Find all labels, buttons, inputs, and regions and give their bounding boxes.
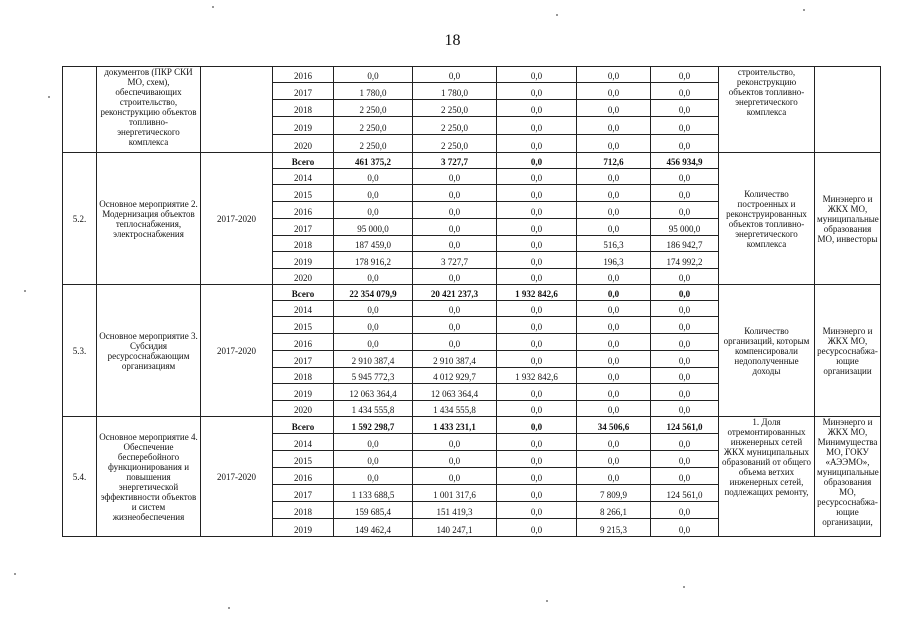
year-cell: 2018 [273,368,334,384]
amount-cell-c3: 0,0 [577,384,651,401]
amount-cell-c4: 0,0 [651,100,719,117]
amount-cell-c1: 0,0 [413,301,497,317]
year-cell: 2019 [273,384,334,401]
amount-cell-c4: 186 942,7 [651,236,719,252]
result-indicator: 1. Доля отремонтированных инженерных сетей ЖКХ муниципальных образований от общего объема ветхих инженерных сетей, подлежащих ремонту, [719,417,815,537]
amount-cell-total: 0,0 [334,334,413,351]
item-period: 2017-2020 [201,417,273,537]
amount-cell-c3: 0,0 [577,100,651,117]
amount-cell-total: 0,0 [334,185,413,202]
year-cell: 2017 [273,485,334,502]
amount-cell-c2: 0,0 [497,67,577,83]
amount-cell-c1: 2 910 387,4 [413,351,497,368]
amount-cell-total: 0,0 [334,434,413,451]
amount-cell-c2: 0,0 [497,153,577,169]
year-cell: 2020 [273,401,334,417]
item-name: Основное мероприятие 4. Обеспечение бесперебойного функционирования и повышения энергетической эффективности объектов и систем жизнеобеспечения [97,417,201,537]
year-cell: 2017 [273,83,334,100]
scan-speck [556,14,558,16]
executor-cell [815,67,881,153]
amount-cell-c3: 0,0 [577,317,651,334]
year-cell: 2016 [273,202,334,219]
amount-cell-c2: 0,0 [497,334,577,351]
amount-cell-c1: 0,0 [413,468,497,485]
amount-cell-c4: 0,0 [651,269,719,285]
amount-cell-c4: 174 992,2 [651,252,719,269]
amount-cell-total: 1 592 298,7 [334,417,413,434]
amount-cell-c4: 0,0 [651,202,719,219]
amount-cell-total: 0,0 [334,169,413,185]
amount-cell-c2: 0,0 [497,169,577,185]
amount-cell-c4: 0,0 [651,135,719,153]
amount-cell-c3: 34 506,6 [577,417,651,434]
year-cell: 2018 [273,236,334,252]
item-name: Основное мероприятие 2. Модернизация объектов теплоснабжения, электроснабжения [97,153,201,285]
amount-cell-total: 0,0 [334,269,413,285]
amount-cell-c1: 1 001 317,6 [413,485,497,502]
executor-cell: Минэнерго и ЖКХ МО, Минимущества МО, ГОКУ «АЭЭМО», муниципальные образования МО, ресурсоснабжа-ющие организации, [815,417,881,537]
result-indicator: Количество построенных и реконструированных объектов топливно-энергетического комплекса [719,153,815,285]
year-cell: Всего [273,417,334,434]
item-number: 5.3. [63,285,97,417]
amount-cell-c1: 151 419,3 [413,502,497,519]
item-period: 2017-2020 [201,153,273,285]
amount-cell-c2: 0,0 [497,451,577,468]
amount-cell-total: 2 250,0 [334,117,413,135]
amount-cell-c4: 0,0 [651,334,719,351]
amount-cell-c1: 0,0 [413,169,497,185]
year-cell: 2014 [273,434,334,451]
amount-cell-c4: 0,0 [651,317,719,334]
item-number [63,67,97,153]
amount-cell-total: 12 063 364,4 [334,384,413,401]
amount-cell-c3: 712,6 [577,153,651,169]
amount-cell-c3: 0,0 [577,219,651,236]
amount-cell-c2: 0,0 [497,100,577,117]
table-row [63,67,881,83]
amount-cell-c1: 0,0 [413,451,497,468]
amount-cell-c3: 0,0 [577,269,651,285]
amount-cell-c3: 0,0 [577,351,651,368]
amount-cell-c1: 0,0 [413,67,497,83]
amount-cell-c2: 0,0 [497,135,577,153]
result-indicator: Количество организаций, которым компенсировали недополученные доходы [719,285,815,417]
amount-cell-c2: 0,0 [497,468,577,485]
amount-cell-c1: 0,0 [413,269,497,285]
amount-cell-c3: 8 266,1 [577,502,651,519]
amount-cell-c4: 0,0 [651,368,719,384]
amount-cell-c4: 0,0 [651,351,719,368]
executor-cell: Минэнерго и ЖКХ МО, муниципальные образования МО, инвесторы [815,153,881,285]
year-cell: 2018 [273,100,334,117]
year-cell: 2016 [273,334,334,351]
amount-cell-c1: 3 727,7 [413,252,497,269]
amount-cell-c1: 0,0 [413,185,497,202]
amount-cell-c3: 0,0 [577,468,651,485]
amount-cell-c3: 0,0 [577,334,651,351]
amount-cell-total: 461 375,2 [334,153,413,169]
amount-cell-c4: 0,0 [651,185,719,202]
amount-cell-c1: 3 727,7 [413,153,497,169]
item-number: 5.4. [63,417,97,537]
amount-cell-c1: 2 250,0 [413,117,497,135]
amount-cell-c1: 0,0 [413,219,497,236]
page-number: 18 [444,32,461,49]
amount-cell-total: 0,0 [334,317,413,334]
amount-cell-c4: 456 934,9 [651,153,719,169]
amount-cell-c4: 0,0 [651,384,719,401]
amount-cell-c2: 0,0 [497,434,577,451]
amount-cell-c1: 0,0 [413,236,497,252]
year-cell: 2015 [273,451,334,468]
amount-cell-c3: 7 809,9 [577,485,651,502]
amount-cell-total: 1 133 688,5 [334,485,413,502]
item-period: 2017-2020 [201,285,273,417]
year-cell: 2018 [273,502,334,519]
scan-speck [48,96,50,98]
item-name: документов (ПКР СКИ МО, схем), обеспечивающих строительство, реконструкцию объектов топливно-энергетического комплекса [97,67,201,153]
amount-cell-c1: 0,0 [413,202,497,219]
item-name: Основное мероприятие 3. Субсидия ресурсоснабжающим организациям [97,285,201,417]
amount-cell-c2: 0,0 [497,219,577,236]
amount-cell-total: 1 434 555,8 [334,401,413,417]
year-cell: 2019 [273,117,334,135]
amount-cell-c3: 0,0 [577,169,651,185]
year-cell: 2016 [273,468,334,485]
amount-cell-c4: 124 561,0 [651,485,719,502]
amount-cell-total: 0,0 [334,451,413,468]
amount-cell-total: 0,0 [334,67,413,83]
amount-cell-c4: 0,0 [651,434,719,451]
amount-cell-c2: 0,0 [497,269,577,285]
year-cell: 2015 [273,185,334,202]
year-cell: 2014 [273,169,334,185]
amount-cell-c2: 0,0 [497,236,577,252]
amount-cell-c1: 20 421 237,3 [413,285,497,301]
amount-cell-c2: 1 932 842,6 [497,285,577,301]
scan-speck [546,600,548,602]
amount-cell-c1: 0,0 [413,334,497,351]
amount-cell-c3: 9 215,3 [577,519,651,537]
year-cell: 2017 [273,219,334,236]
year-cell: 2015 [273,317,334,334]
amount-cell-c3: 0,0 [577,301,651,317]
amount-cell-c1: 1 433 231,1 [413,417,497,434]
amount-cell-c4: 0,0 [651,401,719,417]
amount-cell-c3: 0,0 [577,135,651,153]
amount-cell-c1: 4 012 929,7 [413,368,497,384]
amount-cell-c4: 0,0 [651,468,719,485]
amount-cell-c4: 0,0 [651,169,719,185]
amount-cell-total: 149 462,4 [334,519,413,537]
amount-cell-total: 2 250,0 [334,135,413,153]
amount-cell-total: 0,0 [334,202,413,219]
amount-cell-c1: 12 063 364,4 [413,384,497,401]
amount-cell-total: 2 250,0 [334,100,413,117]
amount-cell-c3: 0,0 [577,285,651,301]
amount-cell-c2: 0,0 [497,519,577,537]
amount-cell-c3: 0,0 [577,401,651,417]
amount-cell-c2: 0,0 [497,485,577,502]
scan-speck [803,9,805,11]
amount-cell-c2: 0,0 [497,417,577,434]
amount-cell-c3: 0,0 [577,451,651,468]
program-table [62,66,881,537]
scan-speck [24,290,26,292]
amount-cell-c1: 0,0 [413,317,497,334]
amount-cell-total: 159 685,4 [334,502,413,519]
year-cell: 2014 [273,301,334,317]
amount-cell-total: 1 780,0 [334,83,413,100]
amount-cell-c3: 0,0 [577,202,651,219]
amount-cell-c4: 124 561,0 [651,417,719,434]
amount-cell-c2: 0,0 [497,252,577,269]
amount-cell-c2: 0,0 [497,83,577,100]
amount-cell-c4: 0,0 [651,451,719,468]
amount-cell-c2: 0,0 [497,117,577,135]
item-period [201,67,273,153]
amount-cell-c4: 0,0 [651,67,719,83]
year-cell: Всего [273,153,334,169]
amount-cell-c4: 0,0 [651,502,719,519]
amount-cell-c1: 2 250,0 [413,135,497,153]
table-row [63,417,881,434]
amount-cell-c4: 0,0 [651,301,719,317]
result-indicator: строительство, реконструкцию объектов топливно-энергетического комплекса [719,67,815,153]
amount-cell-total: 95 000,0 [334,219,413,236]
amount-cell-c2: 0,0 [497,384,577,401]
amount-cell-total: 2 910 387,4 [334,351,413,368]
amount-cell-c3: 0,0 [577,434,651,451]
amount-cell-c2: 0,0 [497,401,577,417]
amount-cell-c2: 0,0 [497,317,577,334]
amount-cell-c4: 95 000,0 [651,219,719,236]
item-number: 5.2. [63,153,97,285]
year-cell: 2016 [273,67,334,83]
table-body [63,67,881,537]
amount-cell-c3: 196,3 [577,252,651,269]
amount-cell-c1: 1 780,0 [413,83,497,100]
amount-cell-c1: 1 434 555,8 [413,401,497,417]
scan-speck [14,573,16,575]
amount-cell-c4: 0,0 [651,83,719,100]
table-row [63,285,881,301]
year-cell: Всего [273,285,334,301]
scan-speck [212,6,214,8]
year-cell: 2019 [273,252,334,269]
amount-cell-total: 5 945 772,3 [334,368,413,384]
amount-cell-c3: 0,0 [577,368,651,384]
amount-cell-c3: 0,0 [577,185,651,202]
scan-speck [683,586,685,588]
amount-cell-c4: 0,0 [651,519,719,537]
amount-cell-c2: 0,0 [497,301,577,317]
year-cell: 2017 [273,351,334,368]
amount-cell-total: 22 354 079,9 [334,285,413,301]
amount-cell-c2: 1 932 842,6 [497,368,577,384]
table-row [63,153,881,169]
amount-cell-c1: 2 250,0 [413,100,497,117]
amount-cell-c1: 0,0 [413,434,497,451]
amount-cell-c3: 0,0 [577,83,651,100]
year-cell: 2019 [273,519,334,537]
amount-cell-c3: 0,0 [577,67,651,83]
amount-cell-total: 178 916,2 [334,252,413,269]
executor-cell: Минэнерго и ЖКХ МО, ресурсоснабжа-ющие организации [815,285,881,417]
amount-cell-c3: 516,3 [577,236,651,252]
amount-cell-c2: 0,0 [497,202,577,219]
amount-cell-c2: 0,0 [497,502,577,519]
amount-cell-total: 0,0 [334,301,413,317]
scan-speck [228,607,230,609]
year-cell: 2020 [273,269,334,285]
amount-cell-c2: 0,0 [497,351,577,368]
amount-cell-c4: 0,0 [651,285,719,301]
year-cell: 2020 [273,135,334,153]
amount-cell-c1: 140 247,1 [413,519,497,537]
amount-cell-c4: 0,0 [651,117,719,135]
amount-cell-total: 0,0 [334,468,413,485]
amount-cell-c3: 0,0 [577,117,651,135]
amount-cell-c2: 0,0 [497,185,577,202]
amount-cell-total: 187 459,0 [334,236,413,252]
